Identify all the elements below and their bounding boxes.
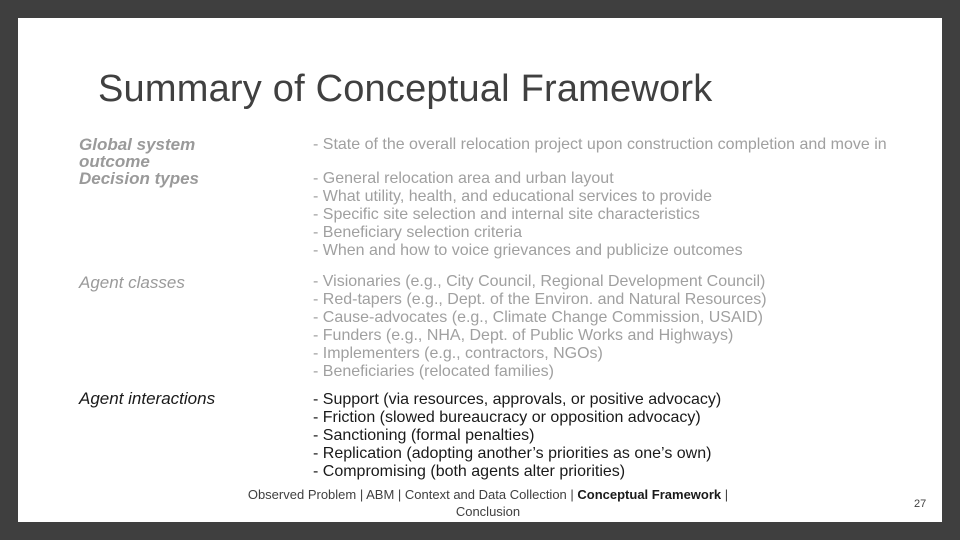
label-agent-classes: Agent classes: [79, 273, 185, 292]
footer-separator: |: [394, 487, 405, 502]
list-item: - Cause-advocates (e.g., Climate Change Commission, USAID): [313, 309, 763, 326]
list-item: - Compromising (both agents alter priorities): [313, 463, 626, 480]
footer-nav: [188, 486, 788, 520]
list-item: - Specific site selection and internal site characteristics: [313, 206, 700, 223]
list-item: - Replication (adopting another’s priorities as one’s own): [313, 445, 712, 462]
footer-item-current[interactable]: Conceptual Framework: [577, 487, 722, 502]
list-item: - General relocation area and urban layout: [313, 170, 614, 187]
list-item: - Beneficiary selection criteria: [313, 224, 522, 241]
agent-interactions-list: [313, 391, 913, 481]
footer-separator: |: [721, 487, 729, 502]
footer-separator: |: [356, 487, 367, 502]
list-item: - Sanctioning (formal penalties): [313, 427, 535, 444]
list-item: - Visionaries (e.g., City Council, Regional Development Council): [313, 273, 766, 290]
agent-classes-list: [313, 273, 913, 381]
list-item: - When and how to voice grievances and publicize outcomes: [313, 242, 743, 259]
footer-item-abm[interactable]: ABM: [366, 487, 395, 502]
decision-types-list: [313, 170, 913, 260]
list-item: - Funders (e.g., NHA, Dept. of Public Works and Highways): [313, 327, 734, 344]
list-item: - What utility, health, and educational services to provide: [313, 188, 713, 205]
slide: [18, 18, 942, 522]
footer-item-conclusion[interactable]: Conclusion: [455, 504, 521, 519]
label-agent-interactions: Agent interactions: [79, 389, 216, 408]
list-item: - Friction (slowed bureaucracy or opposition advocacy): [313, 409, 701, 426]
list-item: - Beneficiaries (relocated families): [313, 363, 554, 380]
list-item: - Support (via resources, approvals, or positive advocacy): [313, 391, 722, 408]
footer-item-observed-problem[interactable]: Observed Problem: [247, 487, 357, 502]
list-item: - State of the overall relocation project upon construction completion and move in: [313, 136, 887, 153]
label-decision-types: Decision types: [79, 169, 199, 188]
list-item: - Red-tapers (e.g., Dept. of the Environ. and Natural Resources): [313, 291, 767, 308]
slide-title: Summary of Conceptual Framework: [98, 68, 713, 110]
label-global-outcome: Global system outcome: [79, 135, 196, 171]
global-outcome-list: [313, 136, 913, 153]
list-item: - Implementers (e.g., contractors, NGOs): [313, 345, 603, 362]
page-number: 27: [914, 498, 927, 510]
footer-separator: |: [566, 487, 578, 502]
footer-item-context-data[interactable]: Context and Data Collection: [404, 487, 567, 502]
